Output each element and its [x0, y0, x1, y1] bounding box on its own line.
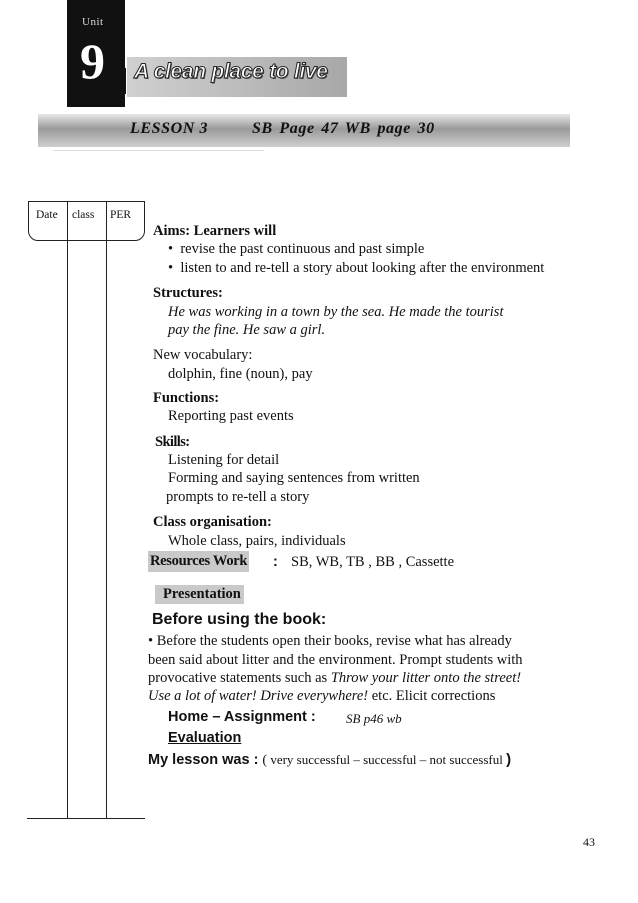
presentation-label: Presentation [155, 585, 244, 604]
aims-item: listen to and re-tell a story about looking after the environment [180, 260, 545, 276]
resources-heading: Resources Work [148, 551, 249, 572]
before-line: been said about litter and the environment. Prompt students with [148, 652, 523, 668]
header-per: PER [110, 209, 132, 221]
resources-text: SB, WB, TB , BB , Cassette [291, 554, 455, 570]
organisation-heading: Class organisation: [153, 514, 272, 530]
lesson-eval-open-paren: ( [262, 753, 268, 768]
homework-text: SB p46 wb [346, 711, 402, 726]
page-number: 43 [583, 835, 595, 849]
aims-bullet: • listen to and re-tell a story about looking after the environment [168, 260, 545, 276]
lesson-eval-text: very successful – successful – not successful [267, 752, 507, 767]
resources-colon: : [273, 554, 278, 570]
organisation-text: Whole class, pairs, individuals [168, 533, 346, 549]
skills-line: Forming and saying sentences from written [168, 470, 420, 486]
before-line: • Before the students open their books, revise what has already [148, 633, 512, 649]
table-bottom-line [27, 818, 145, 819]
before-heading: Before using the book: [152, 611, 327, 628]
structures-line: He was working in a town by the sea. He made the tourist [168, 304, 504, 320]
unit-title: A clean place to live [134, 60, 328, 83]
before-example: Use a lot of water! Drive everywhere! [148, 688, 369, 704]
aims-item: revise the past continuous and past simple [180, 241, 425, 257]
functions-text: Reporting past events [168, 408, 294, 424]
before-line [148, 687, 495, 706]
unit-label: Unit [82, 16, 104, 28]
vocabulary-text: dolphin, fine (noun), pay [168, 366, 313, 382]
header-class: class [72, 209, 95, 221]
before-text: etc. Elicit corrections [368, 688, 496, 704]
table-column-divider [106, 201, 107, 819]
structures-heading: Structures: [153, 285, 223, 301]
before-text: provocative statements such as [148, 670, 331, 686]
before-line [148, 669, 521, 688]
structures-line: pay the fine. He saw a girl. [168, 322, 326, 338]
lesson-title: LESSON 3 [130, 120, 209, 137]
unit-divider [122, 68, 126, 94]
lesson-evaluation [148, 751, 511, 769]
header-date: Date [36, 209, 58, 221]
band-underline [54, 150, 264, 151]
table-column-divider [67, 201, 68, 819]
functions-heading: Functions: [153, 390, 220, 406]
lesson-eval-label: My lesson was : [148, 752, 259, 768]
vocabulary-heading: New vocabulary: [153, 347, 253, 363]
skills-heading: Skills: [155, 434, 190, 450]
lesson-page-refs: SB Page 47 WB page 30 [252, 120, 435, 137]
unit-number: 9 [80, 33, 105, 89]
aims-bullet: • revise the past continuous and past simple [168, 241, 425, 257]
before-example: Throw your litter onto the street! [330, 670, 522, 686]
lesson-eval-close-paren: ) [506, 751, 512, 768]
skills-line: prompts to re-tell a story [166, 489, 310, 505]
date-class-per-table-header [28, 201, 145, 241]
homework-label: Home – Assignment : [168, 709, 316, 725]
aims-heading: Aims: Learners will [153, 223, 277, 239]
skills-line: Listening for detail [168, 452, 280, 468]
evaluation-label: Evaluation [168, 730, 242, 746]
